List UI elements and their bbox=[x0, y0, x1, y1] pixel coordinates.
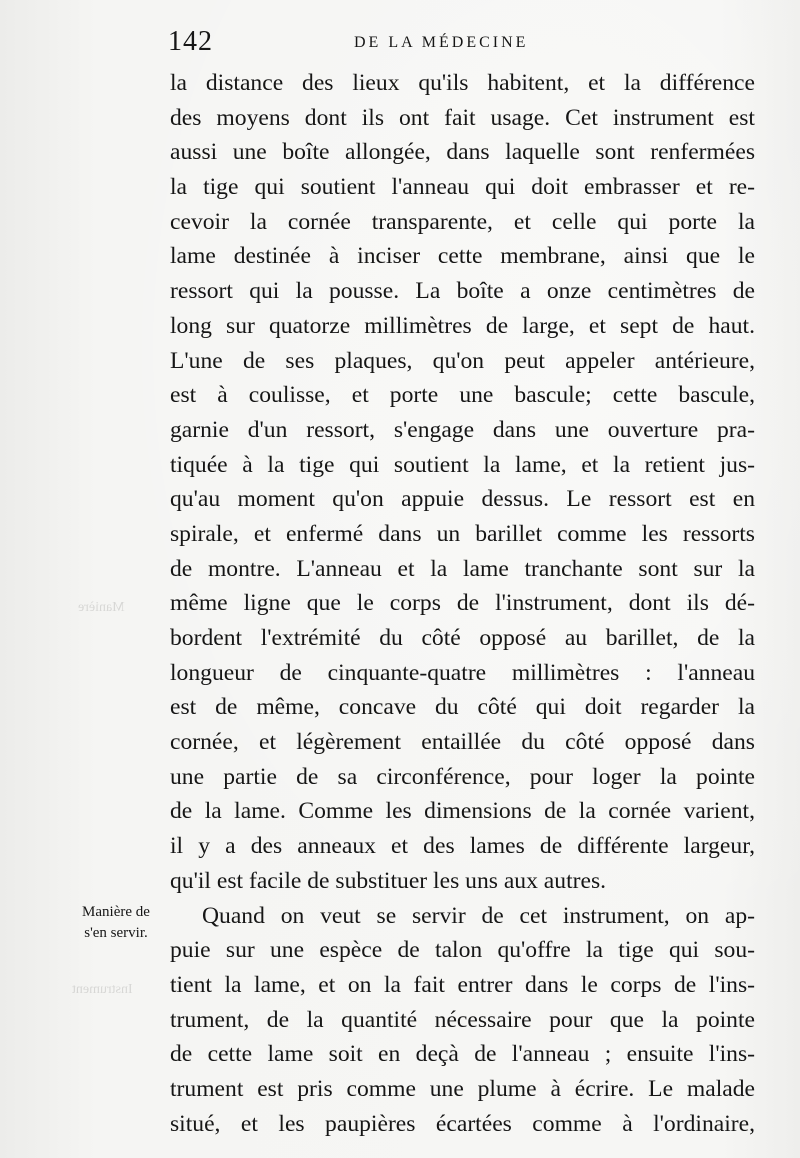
text-line: de cette lame soit en deçà de l'anneau ; ensuite l'ins- bbox=[170, 1041, 755, 1068]
page-number: 142 bbox=[168, 26, 213, 57]
text-line: est de même, concave du côté qui doit regarder la bbox=[170, 694, 755, 721]
margin-note-line: s'en servir. bbox=[84, 925, 148, 941]
text-line: des moyens dont ils ont fait usage. Cet instrument est bbox=[170, 104, 755, 131]
text-line: même ligne que le corps de l'instrument, dont ils dé- bbox=[170, 590, 755, 617]
text-line: spirale, et enfermé dans un barillet comme les ressorts bbox=[170, 520, 755, 547]
text-line: une partie de sa circonférence, pour loger la pointe bbox=[170, 763, 755, 790]
text-line: de montre. L'anneau et la lame tranchante sont sur la bbox=[170, 555, 755, 582]
paragraph-start-line: Quand on veut se servir de cet instrument, on ap- bbox=[202, 902, 755, 929]
margin-note bbox=[70, 902, 162, 944]
body-text bbox=[170, 66, 755, 1141]
text-line: L'une de ses plaques, qu'on peut appeler antérieure, bbox=[170, 347, 755, 374]
page-header bbox=[168, 26, 758, 62]
text-line: il y a des anneaux et des lames de différente largeur, bbox=[170, 833, 755, 860]
paragraph-end-line: qu'il est facile de substituer les uns aux autres. bbox=[170, 867, 607, 894]
text-line: tiquée à la tige qui soutient la lame, et la retient jus- bbox=[170, 451, 755, 478]
text-line: long sur quatorze millimètres de large, et sept de haut. bbox=[170, 312, 755, 339]
text-line: de la lame. Comme les dimensions de la cornée varient, bbox=[170, 798, 755, 825]
text-line: la tige qui soutient l'anneau qui doit embrasser et re- bbox=[170, 174, 755, 201]
text-line: qu'au moment qu'on appuie dessus. Le ressort est en bbox=[170, 486, 755, 513]
text-line: ressort qui la pousse. La boîte a onze centimètres de bbox=[170, 278, 755, 305]
text-line: la distance des lieux qu'ils habitent, et la différence bbox=[170, 70, 755, 96]
text-line: situé, et les paupières écartées comme à l'ordinaire, bbox=[170, 1110, 755, 1137]
text-line: tient la lame, et on la fait entrer dans le corps de l'ins- bbox=[170, 971, 755, 998]
text-line: bordent l'extrémité du côté opposé au barillet, de la bbox=[170, 625, 755, 651]
text-line: longueur de cinquante-quatre millimètres : l'anneau bbox=[170, 659, 755, 686]
text-line: trument est pris comme une plume à écrire. Le malade bbox=[170, 1075, 755, 1102]
show-through-text: Manière bbox=[78, 600, 125, 615]
text-line: est à coulisse, et porte une bascule; cette bascule, bbox=[170, 382, 755, 409]
text-line: aussi une boîte allongée, dans laquelle sont renfermées bbox=[170, 139, 755, 166]
running-head: DE LA MÉDECINE bbox=[354, 34, 529, 51]
text-line: trument, de la quantité nécessaire pour que la pointe bbox=[170, 1006, 755, 1033]
text-line: cornée, et légèrement entaillée du côté opposé dans bbox=[170, 729, 755, 756]
text-line: cevoir la cornée transparente, et celle qui porte la bbox=[170, 208, 755, 235]
text-line: garnie d'un ressort, s'engage dans une ouverture pra- bbox=[170, 416, 755, 443]
show-through-text: Instrument bbox=[72, 982, 133, 997]
text-line: lame destinée à inciser cette membrane, ainsi que le bbox=[170, 243, 755, 270]
text-line: puie sur une espèce de talon qu'offre la tige qui sou- bbox=[170, 937, 755, 964]
margin-note-line: Manière de bbox=[82, 904, 150, 920]
